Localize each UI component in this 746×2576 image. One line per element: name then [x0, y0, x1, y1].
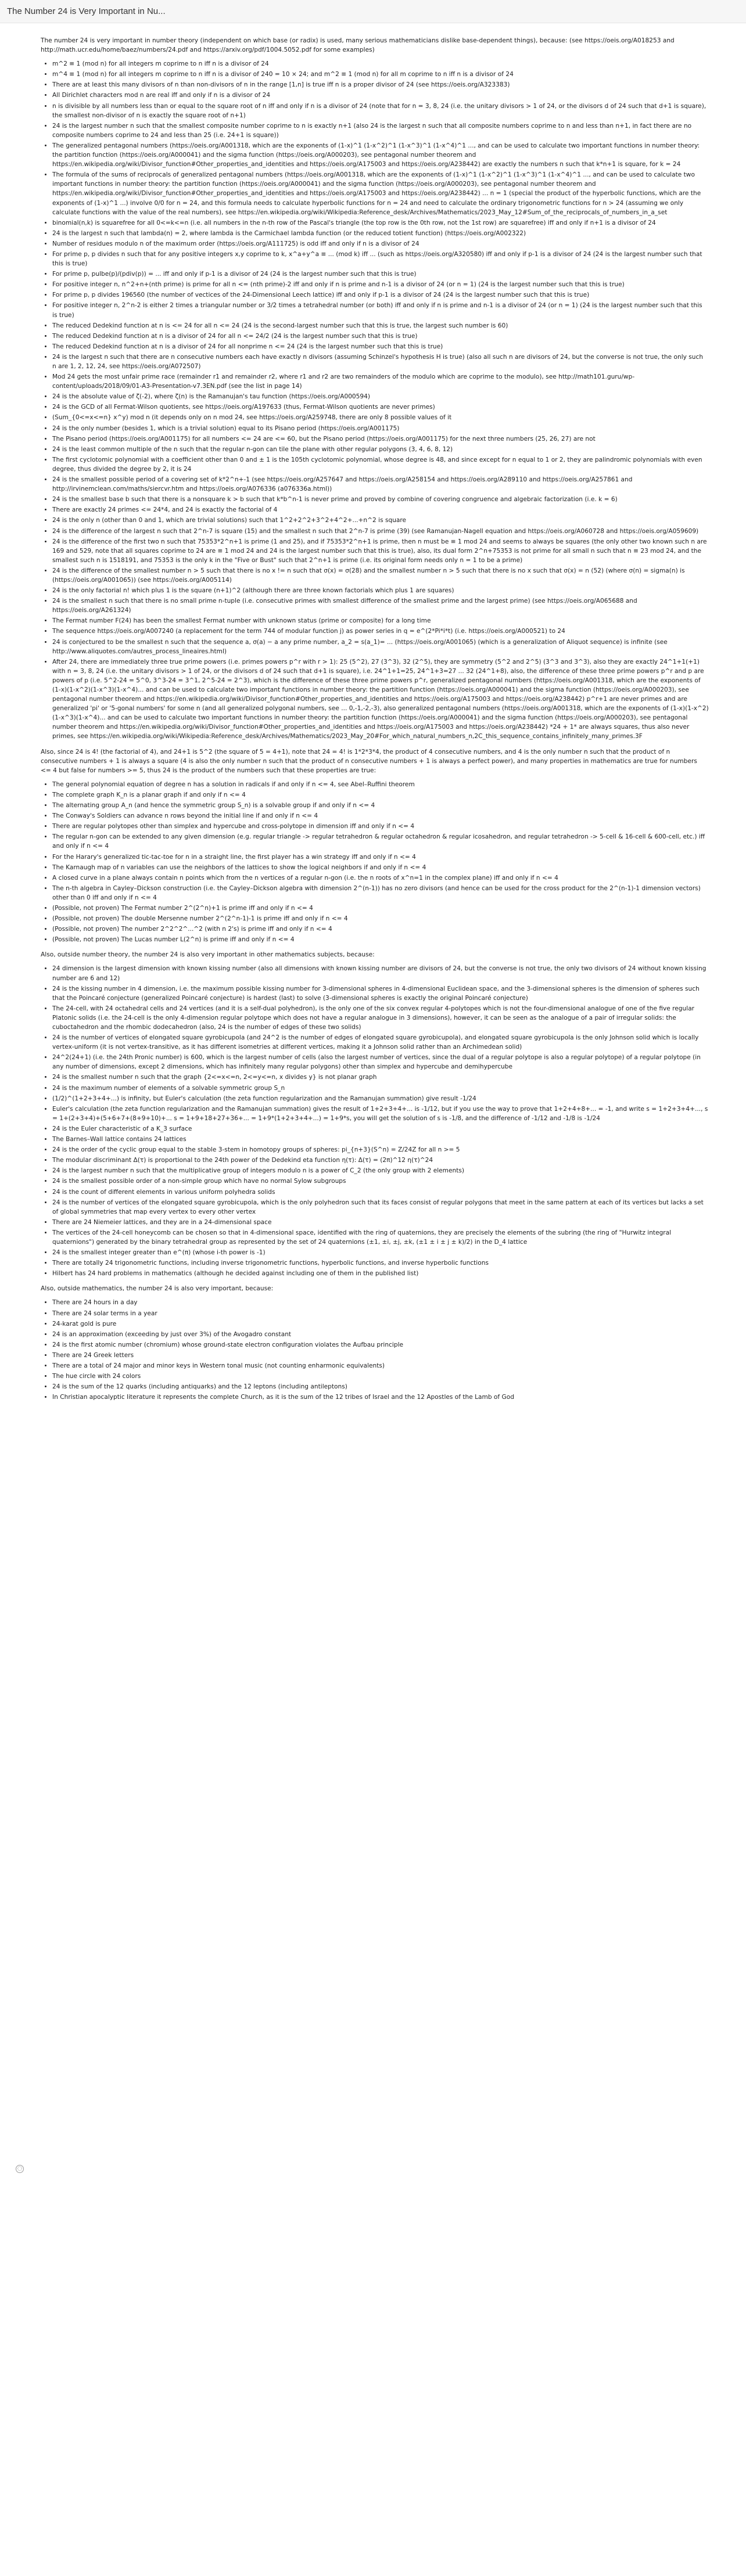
list-item: • 24 is the maximum number of elements of a solvable symmetric group S_n	[52, 1084, 709, 1093]
list-item: • There are totally 24 trigonometric functions, including inverse trigonometric functions, hyperbolic functions, and inverse hyperbolic functions	[52, 1258, 709, 1268]
list-item: • A closed curve in a plane always contain n points which from the n vertices of a regular n-gon (i.e. the n roots of x^n=1 in the complex plane) iff and only if n <= 4	[52, 873, 709, 883]
list-item: • 24^2(24+1) (i.e. the 24th Pronic number) is 600, which is the largest number of cells (also the largest number of vertices, since the dual of a regular polytope is also a regular polytope) of a regular polytope (in any number of dimensions, except 2 dimensions, which has infinitely many regular polygons) other than simplex and hypercube and demihypercube	[52, 1053, 709, 1071]
list-item: • For positive integer n, 2^n-2 is either 2 times a triangular number or 3/2 times a tetrahedral number (or both) iff and only if n is prime and n-1 is a divisor of 24 (or n = 1) (24 is the largest number such that this is true)	[52, 301, 709, 319]
list-item: • The formula of the sums of reciprocals of generalized pentagonal numbers (https://oeis.org/A001318, which are the exponents of (1-x)^1 (1-x^2)^1 (1-x^3)^1 (1-x^4)^1 ..., and can be used to calculate two important functions in number theory: the partition function (https://oeis.org/A000041) and the sigma function (https://oeis.org/A000203), see pentagonal number theorem and https://en.wikipedia.org/wiki/Divisor_function#Other_properties_and_identities and https://oeis.org/A175003 and https://oeis.org/A238442) ... n = 1 (special the product of the hyperbolic functions, which are the exponents of (1-x)^1 ...) involve 0/0 for n = 24, and this formula needs to calculate hyperbolic functions for n = 24 and need to calculate the ordinary trigonometric functions for n > 24 (assuming we only calculate functions with the value of the real numbers), see https://en.wikipedia.org/wiki/Wikipedia:Reference_desk/Archives/Mathematics/2023_May_12#Sum_of_the_reciprocals_of_numbers_in_a_set	[52, 170, 709, 217]
list-item: • For prime p, p divides n such that for any positive integers x,y coprime to k, x^a+y^a ≡ ... (mod k) iff ... (such as https://oeis.org/A320580) iff and only if p-1 is a divisor of 24 (24 is the largest number such that this is true)	[52, 250, 709, 268]
list-item: • Number of residues modulo n of the maximum order (https://oeis.org/A111725) is odd iff and only if n is a divisor of 24	[52, 239, 709, 249]
list-item: • The reduced Dedekind function at n is a divisor of 24 for all n <= 24/2 (24 is the largest number such that this is true)	[52, 332, 709, 341]
list-item: • 24 is the least common multiple of the n such that the regular n-gon can tile the plane with other regular polygons (3, 4, 6, 8, 12)	[52, 445, 709, 454]
list-item: • 24 is the number of vertices of elongated square gyrobicupola (and 24^2 is the number of edges of elongated square gyrobicupola), and elongated square gyrobicupola is the only Johnson solid which is locally vertex-uniform (it is not vertex-transitive, as it has different isometries at different vertices, making it a Johnson solid rather than an Archimedean solid)	[52, 1033, 709, 1052]
list-item: • The regular n-gon can be extended to any given dimension (e.g. regular triangle -> regular tetrahedron & regular octahedron & regular icosahedron, and regular tetrahedron -> 5-cell & 16-cell & 600-cell, etc.) iff and only if n <= 4	[52, 832, 709, 851]
list-item: • 24 is the only n (other than 0 and 1, which are trivial solutions) such that 1^2+2^2+3^2+4^2+...+n^2 is square	[52, 516, 709, 525]
list-item: • In Christian apocalyptic literature it represents the complete Church, as it is the sum of the 12 tribes of Israel and the 12 Apostles of the Lamb of God	[52, 1393, 709, 1402]
list-item: • (Possible, not proven) The Lucas number L(2^n) is prime iff and only if n <= 4	[52, 935, 709, 944]
list-item: • All Dirichlet characters mod n are real iff and only if n is a divisor of 24	[52, 91, 709, 100]
article-body	[41, 36, 709, 1408]
globe-icon[interactable]: ◌	[16, 2165, 24, 2173]
list-item: • Euler's calculation (the zeta function regularization and the Ramanujan summation) gives the result of 1+2+3+4+... is -1/12, but if you use the way to prove that 1+2+4+8+... = -1, and write s = 1+2+3+4+..., s = 1+(2+3+4)+(5+6+7+(8+9+10)+... s = 1+9+18+27+36+... = 1+9*(1+2+3+4+...) = 1+9*s, you will get the solution of s is -1/8, and the difference of -1/12 and -1/8 is -1/24	[52, 1104, 709, 1123]
list-item: • There are 24 solar terms in a year	[52, 1309, 709, 1318]
list-item: • Mod 24 gets the most unfair prime race (remainder r1 and remainder r2, where r1 and r2 are two remainders of the modulo which are coprime to the modulo), see http://math101.guru/wp-content/uploads/2018/09/01-A3-Presentation-v7.3EN.pdf (see the list in page 14)	[52, 372, 709, 391]
list-item: • 24 is the largest number n such that the smallest composite number coprime to n is exactly n+1 (also 24 is the largest n such that all composite numbers coprime to n and less than n+1, in fact there are no composite numbers coprime to 24 and less than 25 (i.e. 24+1 is square))	[52, 121, 709, 140]
list-item: • The hue circle with 24 colors	[52, 1372, 709, 1381]
list-item: • The alternating group A_n (and hence the symmetric group S_n) is a solvable group if and only if n <= 4	[52, 801, 709, 810]
list-item: • The complete graph K_n is a planar graph if and only if n <= 4	[52, 790, 709, 800]
list-item: • The reduced Dedekind function at n is <= 24 for all n <= 24 (24 is the second-largest number such that this is true, the largest such number is 60)	[52, 321, 709, 330]
list-item: • 24 is the only number (besides 1, which is a trivial solution) equal to its Pisano period (https://oeis.org/A001175)	[52, 424, 709, 433]
list-item: • The first cyclotomic polynomial with a coefficient other than 0 and ± 1 is the 105th cyclotomic polynomial, whose degree is 48, and since except for n equal to 1 or 2, they are palindromic polynomials with even degree, thus divided the degree by 2, it is 24	[52, 455, 709, 474]
list-item: • 24 is the Euler characteristic of a K_3 surface	[52, 1124, 709, 1134]
list-item: • The modular discriminant Δ(τ) is proportional to the 24th power of the Dedekind eta function η(τ): Δ(τ) = (2π)^12 η(τ)^24	[52, 1156, 709, 1165]
list-item: • 24 is the smallest possible order of a non-simple group which have no normal Sylow subgroups	[52, 1177, 709, 1186]
list-item: • The general polynomial equation of degree n has a solution in radicals if and only if n <= 4, see Abel–Ruffini theorem	[52, 780, 709, 789]
list-item: • 24 dimension is the largest dimension with known kissing number (also all dimensions with known kissing number are divisors of 24, but the converse is not true, the only two divisors of 24 without known kissing number are 6 and 12)	[52, 964, 709, 983]
list-item: • The Conway's Soldiers can advance n rows beyond the initial line if and only if n <= 4	[52, 811, 709, 821]
list-item: • binomial(n,k) is squarefree for all 0<=k<=n (i.e. all numbers in the n-th row of the Pascal's triangle (the top row is the 0th row, not the 1st row) are squarefree) iff and only if n+1 is a divisor of 24	[52, 218, 709, 228]
list-item: • (1/2)^(1+2+3+4+...) is infinity, but Euler's calculation (the zeta function regularization and the Ramanujan summation) give result -1/24	[52, 1094, 709, 1103]
other-math-list	[52, 964, 709, 1278]
list-item: • 24 is the smallest base b such that there is a nonsquare k > b such that k*b^n-1 is never prime and proved by combine of covering congruence and algebraic factorization (i.e. k = 6)	[52, 495, 709, 504]
list-item: • The n-th algebra in Cayley–Dickson construction (i.e. the Cayley–Dickson algebra with dimension 2^(n-1)) has no zero divisors (and hence can be used for the cross product for the 2^(n-1)-1 dimension vectors) other than 0 iff and only if n <= 4	[52, 884, 709, 902]
list-item: • 24 is the largest number n such that the multiplicative group of integers modulo n is a power of C_2 (the only group with 2 elements)	[52, 1166, 709, 1175]
list-item: • 24 is the difference of the smallest number n > 5 such that there is no x != n such that σ(x) = σ(28) and the smallest number n > 5 such that there is no x such that σ(x) = n (52) (where σ(n) = sigma(n) is (https://oeis.org/A001065)) (see https://oeis.org/A005114)	[52, 566, 709, 585]
list-item: • 24 is conjectured to be the smallest n such that the sequence a, σ(a) − a any prime number, a_2 = s(a_1)= ... (https://oeis.org/A001065) (which is a generalization of Aliquot sequence) is infinite (see http://www.aliquotes.com/autres_process_lineaires.html)	[52, 638, 709, 656]
list-item: • 24 is the difference of the largest n such that 2^n-7 is square (15) and the smallest n such that 2^n-7 is prime (39) (see Ramanujan-Nagell equation and https://oeis.org/A060728 and https://oeis.org/A059609)	[52, 527, 709, 536]
list-item: • The Pisano period (https://oeis.org/A001175) for all numbers <= 24 are <= 60, but the Pisano period (https://oeis.org/A001175) for the next three numbers (25, 26, 27) are not	[52, 434, 709, 444]
list-item: • m^4 ≡ 1 (mod n) for all integers m coprime to n iff n is a divisor of 240 = 10 × 24; and m^2 ≡ 1 (mod n) for all m coprime to n iff n is a divisor of 24	[52, 70, 709, 79]
outside-math-paragraph: Also, outside mathematics, the number 24 is also very important, because:	[41, 1285, 274, 1293]
list-item: • There are 24 hours in a day	[52, 1298, 709, 1307]
list-item: • 24 is the kissing number in 4 dimension, i.e. the maximum possible kissing number for 3-dimensional spheres in 4-dimensional Euclidean space, and the 3-dimensional spheres is the dimension of spheres such that the Poincaré conjecture (generalized Poincaré conjecture) is hardest (last) to solve (3-dimensional spheres is exactly the original Poincaré conjecture)	[52, 984, 709, 1003]
list-item: • For prime p, p divides 196560 (the number of vectices of the 24-Dimensional Leech lattice) iff and only if p-1 is a divisor of 24 (24 is the largest number such that this is true)	[52, 290, 709, 300]
list-item: • The reduced Dedekind function at n is a divisor of 24 for all nonprime n <= 24 (24 is the largest number such that this is true)	[52, 342, 709, 351]
list-item: • 24 is the smallest integer greater than e^(π) (whose i-th power is -1)	[52, 1248, 709, 1257]
list-item: • (Possible, not proven) The number 2^2^2^...^2 (with n 2's) is prime iff and only if n <= 4	[52, 924, 709, 934]
list-item: • The Karnaugh map of n variables can use the neighbors of the lattices to show the logical neighbors if and only if n <= 4	[52, 863, 709, 872]
list-item: • m^2 ≡ 1 (mod n) for all integers m coprime to n iff n is a divisor of 24	[52, 59, 709, 69]
list-item: • n is divisible by all numbers less than or equal to the square root of n iff and only if n is a divisor of 24 (note that for n = 3, 8, 24 (i.e. the unitary divisors > 1 of 24, or the divisors d of 24 such that d+1 is square), the smallest non-divisor of n is exactly the square root of n+1)	[52, 102, 709, 120]
list-item: • 24 is the largest n such that lambda(n) = 2, where lambda is the Carmichael lambda function (or the reduced totient function) (https://oeis.org/A002322)	[52, 229, 709, 238]
list-item: • 24 is the smallest possible period of a covering set of k*2^n+-1 (see https://oeis.org/A257647 and https://oeis.org/A258154 and https://oeis.org/A289110 and https://oeis.org/A257861 and http://irvinemclean.com/maths/siercvr.htm and https://oeis.org/A076336 (a076336a.html))	[52, 475, 709, 494]
other-math-paragraph: Also, outside number theory, the number 24 is also very important in other mathematics subjects, because:	[41, 951, 375, 959]
outside-math-list	[52, 1298, 709, 1402]
list-item: • There are exactly 24 primes <= 24*4, and 24 is exactly the factorial of 4	[52, 505, 709, 515]
list-item: • 24 is the smallest number n such that the graph {2<=x<=n, 2<=y<=n, x divides y} is not planar graph	[52, 1073, 709, 1082]
list-item: • The sequence https://oeis.org/A007240 (a replacement for the term 744 of modular function j) as power series in q = e^(2*Pi*i*t) (i.e. https://oeis.org/A000521) to 24	[52, 627, 709, 636]
list-item: • For the Harary's generalized tic-tac-toe for n in a straight line, the first player has a win strategy iff and only if n <= 4	[52, 852, 709, 862]
list-item: • 24 is an approximation (exceeding by just over 3%) of the Avogadro constant	[52, 1330, 709, 1339]
window-titlebar	[0, 0, 746, 23]
list-item: • 24 is the only factorial n! which plus 1 is the square (n+1)^2 (although there are three known factorials which plus 1 are squares)	[52, 586, 709, 595]
list-item: • There are 24 Greek letters	[52, 1351, 709, 1360]
list-item: • After 24, there are immediately three true prime powers (i.e. primes powers p^r with r > 1): 25 (5^2), 27 (3^3), 32 (2^5), they are symmetry (5^2 and 2^5) (3^3 and 3^3), also they are exactly 24^1+1(+1) with n = 3, 8, 24 (i.e. the unitary divisors > 1 of 24, or the divisors d of 24 such that d+1 is square), i.e. 24^1+1=25, 24^1+3=27 ... 32 (24^1+8), also, the difference of these three prime powers p^r and p are powers of p (i.e. 5^2-24 = 5^0, 3^3-24 = 3^1, 2^5-24 = 2^3), which is the difference of these three prime powers p^r, generalized pentagonal numbers (https://oeis.org/A001318, which are the exponents of (1-x)(1-x^2)(1-x^3)(1-x^4)... and can be used to calculate two important functions in number theory: the partition function (https://oeis.org/A000041) and the sigma function (https://oeis.org/A000203), see pentagonal number theorem and https://en.wikipedia.org/wiki/Divisor_function#Other_properties_and_identities and https://oeis.org/A175003 and https://oeis.org/A238442) p^r+1 are never primes and are generalized 'pi' or '5-gonal numbers' for some n (and all generalized polygonal numbers, see ... 0,-1,-2,-3), also generalized pentagonal numbers (https://oeis.org/A001318, which are the exponents of (1-x)(1-x^2)(1-x^3)(1-x^4)... and can be used to calculate two important functions in number theory: the partition function (https://oeis.org/A000041) and the sigma function (https://oeis.org/A000203), see pentagonal number theorem and https://en.wikipedia.org/wiki/Divisor_function#Other_properties_and_identities and https://oeis.org/A175003 and https://oeis.org/A238442) *24 + 1* are always squares, thus also never primes, see https://en.wikipedia.org/wiki/Wikipedia:Reference_desk/Archives/Mathematics/2023_May_20#For_which_natural_numbers_n,2C_this_sequence_contains_infinitely_many_primes.3F	[52, 657, 709, 742]
list-item: • The 24-cell, with 24 octahedral cells and 24 vertices (and it is a self-dual polyhedron), is the only one of the six convex regular 4-polytopes which is not the four-dimensional analogue of one of the five regular Platonic solids (i.e. the 24-cell is the only 4-dimension regular polytope which does not have a regular analogue in 3 dimensions), however, it can be seen as the analogue of a pair of irregular solids: the cuboctahedron and the rhombic dodecahedron (also, 24 is the number of edges of these two solids)	[52, 1004, 709, 1032]
list-item: • The Barnes–Wall lattice contains 24 lattices	[52, 1135, 709, 1144]
list-item: • 24 is the order of the cyclic group equal to the stable 3-stem in homotopy groups of spheres: pi_{n+3}(S^n) = Z/24Z for all n >= 5	[52, 1145, 709, 1154]
list-item: • There are a total of 24 major and minor keys in Western tonal music (not counting enharmonic equivalents)	[52, 1361, 709, 1370]
list-item: • (Possible, not proven) The Fermat number 2^(2^n)+1 is prime iff and only if n <= 4	[52, 904, 709, 913]
intro-paragraph: The number 24 is very important in number theory (independent on which base (or radix) is used, many serious mathematicians dislike base-dependent things), because: (see https://oeis.org/A018253 and http://math.ucr.edu/home/baez/numbers/24.pdf and https://arxiv.org/pdf/1004.5052.pdf for some examples)	[41, 37, 675, 54]
list-item: • Hilbert has 24 hard problems in mathematics (although he decided against including one of them in the published list)	[52, 1269, 709, 1278]
list-item: • There are regular polytopes other than simplex and hypercube and cross-polytope in dimension iff and only if n <= 4	[52, 822, 709, 831]
list-item: • The Fermat number F(24) has been the smallest Fermat number with unknown status (prime or composite) for a long time	[52, 616, 709, 625]
factorial-paragraph: Also, since 24 is 4! (the factorial of 4), and 24+1 is 5^2 (the square of 5 = 4+1), note that 24 = 4! is 1*2*3*4, the product of 4 consecutive numbers, and 4 is the only number n such that the product of n consecutive numbers + 1 is always a square (4 is also the only number n such that the product of n consecutive numbers + 1 is always a perfect power), and many properties in mathematics are true for numbers <= 4 but false for numbers >= 5, thus 24 is the product of the numbers such that these properties are true:	[41, 748, 697, 774]
list-item: • There are 24 Niemeier lattices, and they are in a 24-dimensional space	[52, 1218, 709, 1227]
list-item: • 24 is the first atomic number (chromium) whose ground-state electron configuration violates the Aufbau principle	[52, 1340, 709, 1350]
window-title: The Number 24 is Very Important in Nu...	[7, 6, 166, 16]
list-item: • 24 is the count of different elements in various uniform polyhedra solids	[52, 1188, 709, 1197]
list-item: • 24 is the sum of the 12 quarks (including antiquarks) and the 12 leptons (including antileptons)	[52, 1382, 709, 1391]
list-item: • The vertices of the 24-cell honeycomb can be chosen so that in 4-dimensional space, identified with the ring of quaternions, they are precisely the elements of the subring (the ring of "Hurwitz integral quaternions") generated by the binary tetrahedral group as represented by the set of 24 quaternions (±1, ±i, ±j, ±k, (±1 ± i ± j ± k)/2) in the D_4 lattice	[52, 1228, 709, 1247]
list-item: • (Sum_{0<=x<=n} x^y) mod n (it depends only on n mod 24, see https://oeis.org/A259748, there are only 8 possible values of it	[52, 413, 709, 422]
small-n-properties-list	[52, 780, 709, 945]
list-item: • 24 is the largest n such that there are n consecutive numbers each have exactly n divisors (assuming Schinzel's hypothesis H is true) (also all such n are divisors of 24, but the converse is not true, the only such n are 1, 2, 12, 24, see https://oeis.org/A072507)	[52, 352, 709, 371]
list-item: • (Possible, not proven) The double Mersenne number 2^(2^n-1)-1 is prime iff and only if n <= 4	[52, 914, 709, 923]
list-item: • 24 is the absolute value of ζ(-2), where ζ(n) is the Ramanujan's tau function (https://oeis.org/A000594)	[52, 392, 709, 401]
list-item: • 24-karat gold is pure	[52, 1319, 709, 1329]
list-item: • For prime p, pulbe(p)/(pdiv(p)) = ... iff and only if p-1 is a divisor of 24 (24 is the largest number such that this is true)	[52, 269, 709, 279]
list-item: • For positive integer n, n^2+n+(nth prime) is prime for all n <= (nth prime)-2 iff and only if n is prime and n-1 is a divisor of 24 (or n = 1) (24 is the largest number such that this is true)	[52, 280, 709, 289]
list-item: • 24 is the number of vertices of the elongated square gyrobicupola, which is the only polyhedron such that its faces consist of regular polygons that meet in the same pattern at each of its vertices but lacks a set of global symmetries that map every vertex to every other vertex	[52, 1198, 709, 1217]
number-theory-list	[52, 59, 709, 741]
list-item: • 24 is the smallest n such that there is no small prime n-tuple (i.e. consecutive primes with smallest difference of the smallest prime and the largest prime) (see https://oeis.org/A065688 and https://oeis.org/A261324)	[52, 596, 709, 615]
list-item: • 24 is the difference of the first two n such that 75353*2^n+1 is prime (1 and 25), and if 75353*2^n+1 is prime, then n must be ≡ 1 mod 24 and seems to always be squares (the only other two known such n are 169 and 529, note that all squares coprime to 24 are ≡ 1 mod 24 and 24 is the largest number such that this is true), also, its dual form 2^n+75353 is not prime for all small n such that n ≡ 23 mod 24, and the smallest such n is 1518191, and 75353 is the only k in the "Five or Bust" such that 2^n+1 is prime (i.e. its original form needs only n = 1 to be a prime)	[52, 537, 709, 565]
list-item: • There are at least this many divisors of n than non-divisors of n in the range [1,n] is true iff n is a proper divisor of 24 (see https://oeis.org/A323383)	[52, 80, 709, 89]
list-item: • The generalized pentagonal numbers (https://oeis.org/A001318, which are the exponents of (1-x)^1 (1-x^2)^1 (1-x^3)^1 (1-x^4)^1 ..., and can be used to calculate two important functions in number theory: the partition function (https://oeis.org/A000041) and the sigma function (https://oeis.org/A000203), see pentagonal number theorem and https://en.wikipedia.org/wiki/Divisor_function#Other_properties_and_identities and https://oeis.org/A175003 and https://oeis.org/A238442) are exactly the numbers n such that k*n+1 is square, for k = 24	[52, 141, 709, 169]
list-item: • 24 is the GCD of all Fermat-Wilson quotients, see https://oeis.org/A197633 (thus, Fermat-Wilson quotients are never primes)	[52, 402, 709, 412]
